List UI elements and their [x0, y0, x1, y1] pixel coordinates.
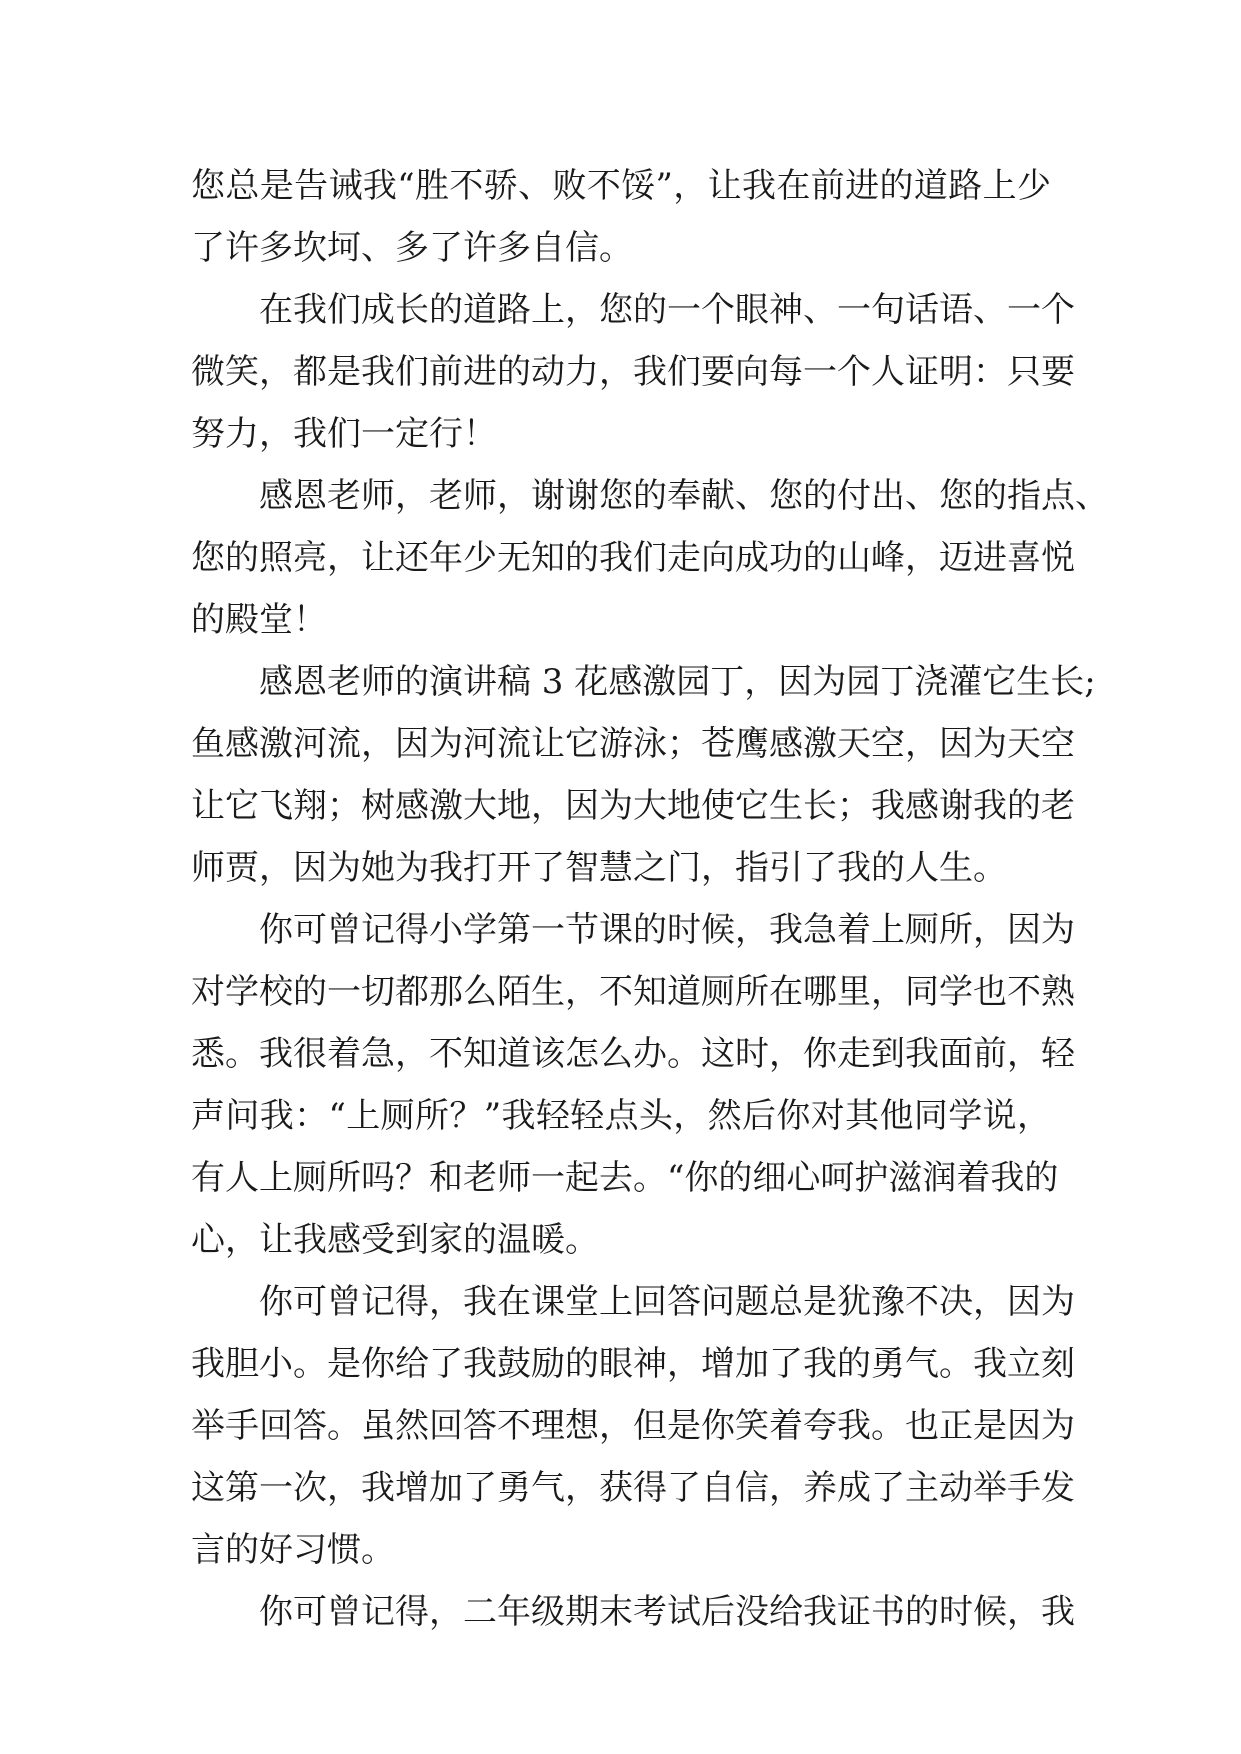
text-line: 对学校的一切都那么陌生，不知道厕所在哪里，同学也不熟 [191, 972, 1075, 1012]
text-line: 您的照亮，让还年少无知的我们走向成功的山峰，迈进喜悦 [191, 538, 1075, 578]
text-line: 微笑，都是我们前进的动力，我们要向每一个人证明：只要 [191, 352, 1075, 392]
text-line: 在我们成长的道路上，您的一个眼神、一句话语、一个 [259, 290, 1075, 330]
text-line: 的殿堂！ [191, 600, 327, 640]
text-line: 心，让我感受到家的温暖。 [191, 1220, 599, 1260]
text-line: 声问我：“上厕所？”我轻轻点头，然后你对其他同学说， [191, 1096, 1051, 1136]
text-line: 举手回答。虽然回答不理想，但是你笑着夸我。也正是因为 [191, 1406, 1075, 1446]
text-line: 这第一次，我增加了勇气，获得了自信，养成了主动举手发 [191, 1468, 1075, 1508]
text-line: 你可曾记得小学第一节课的时候，我急着上厕所，因为 [259, 910, 1075, 950]
document-page [191, 155, 1109, 1643]
text-line: 了许多坎坷、多了许多自信。 [191, 228, 633, 268]
text-line: 悉。我很着急，不知道该怎么办。这时，你走到我面前，轻 [191, 1034, 1075, 1074]
text-line: 言的好习惯。 [191, 1530, 395, 1570]
text-line: 师贾，因为她为我打开了智慧之门，指引了我的人生。 [191, 848, 1007, 888]
text-line: 鱼感激河流，因为河流让它游泳；苍鹰感激天空，因为天空 [191, 724, 1075, 764]
text-line: 感恩老师，老师，谢谢您的奉献、您的付出、您的指点、 [259, 476, 1109, 516]
text-line: 你可曾记得，我在课堂上回答问题总是犹豫不决，因为 [259, 1282, 1075, 1322]
text-line: 努力，我们一定行！ [191, 414, 497, 454]
text-line: 您总是告诫我“胜不骄、败不馁”，让我在前进的道路上少 [191, 166, 1051, 206]
text-line: 你可曾记得，二年级期末考试后没给我证书的时候，我 [259, 1592, 1075, 1632]
text-line: 有人上厕所吗？和老师一起去。“你的细心呵护滋润着我的 [191, 1158, 1059, 1198]
text-line: 感恩老师的演讲稿 3 花感激园丁，因为园丁浇灌它生长; [259, 662, 1096, 702]
body-text [191, 155, 1109, 1643]
text-line: 让它飞翔；树感激大地，因为大地使它生长；我感谢我的老 [191, 786, 1075, 826]
text-line: 我胆小。是你给了我鼓励的眼神，增加了我的勇气。我立刻 [191, 1344, 1075, 1384]
